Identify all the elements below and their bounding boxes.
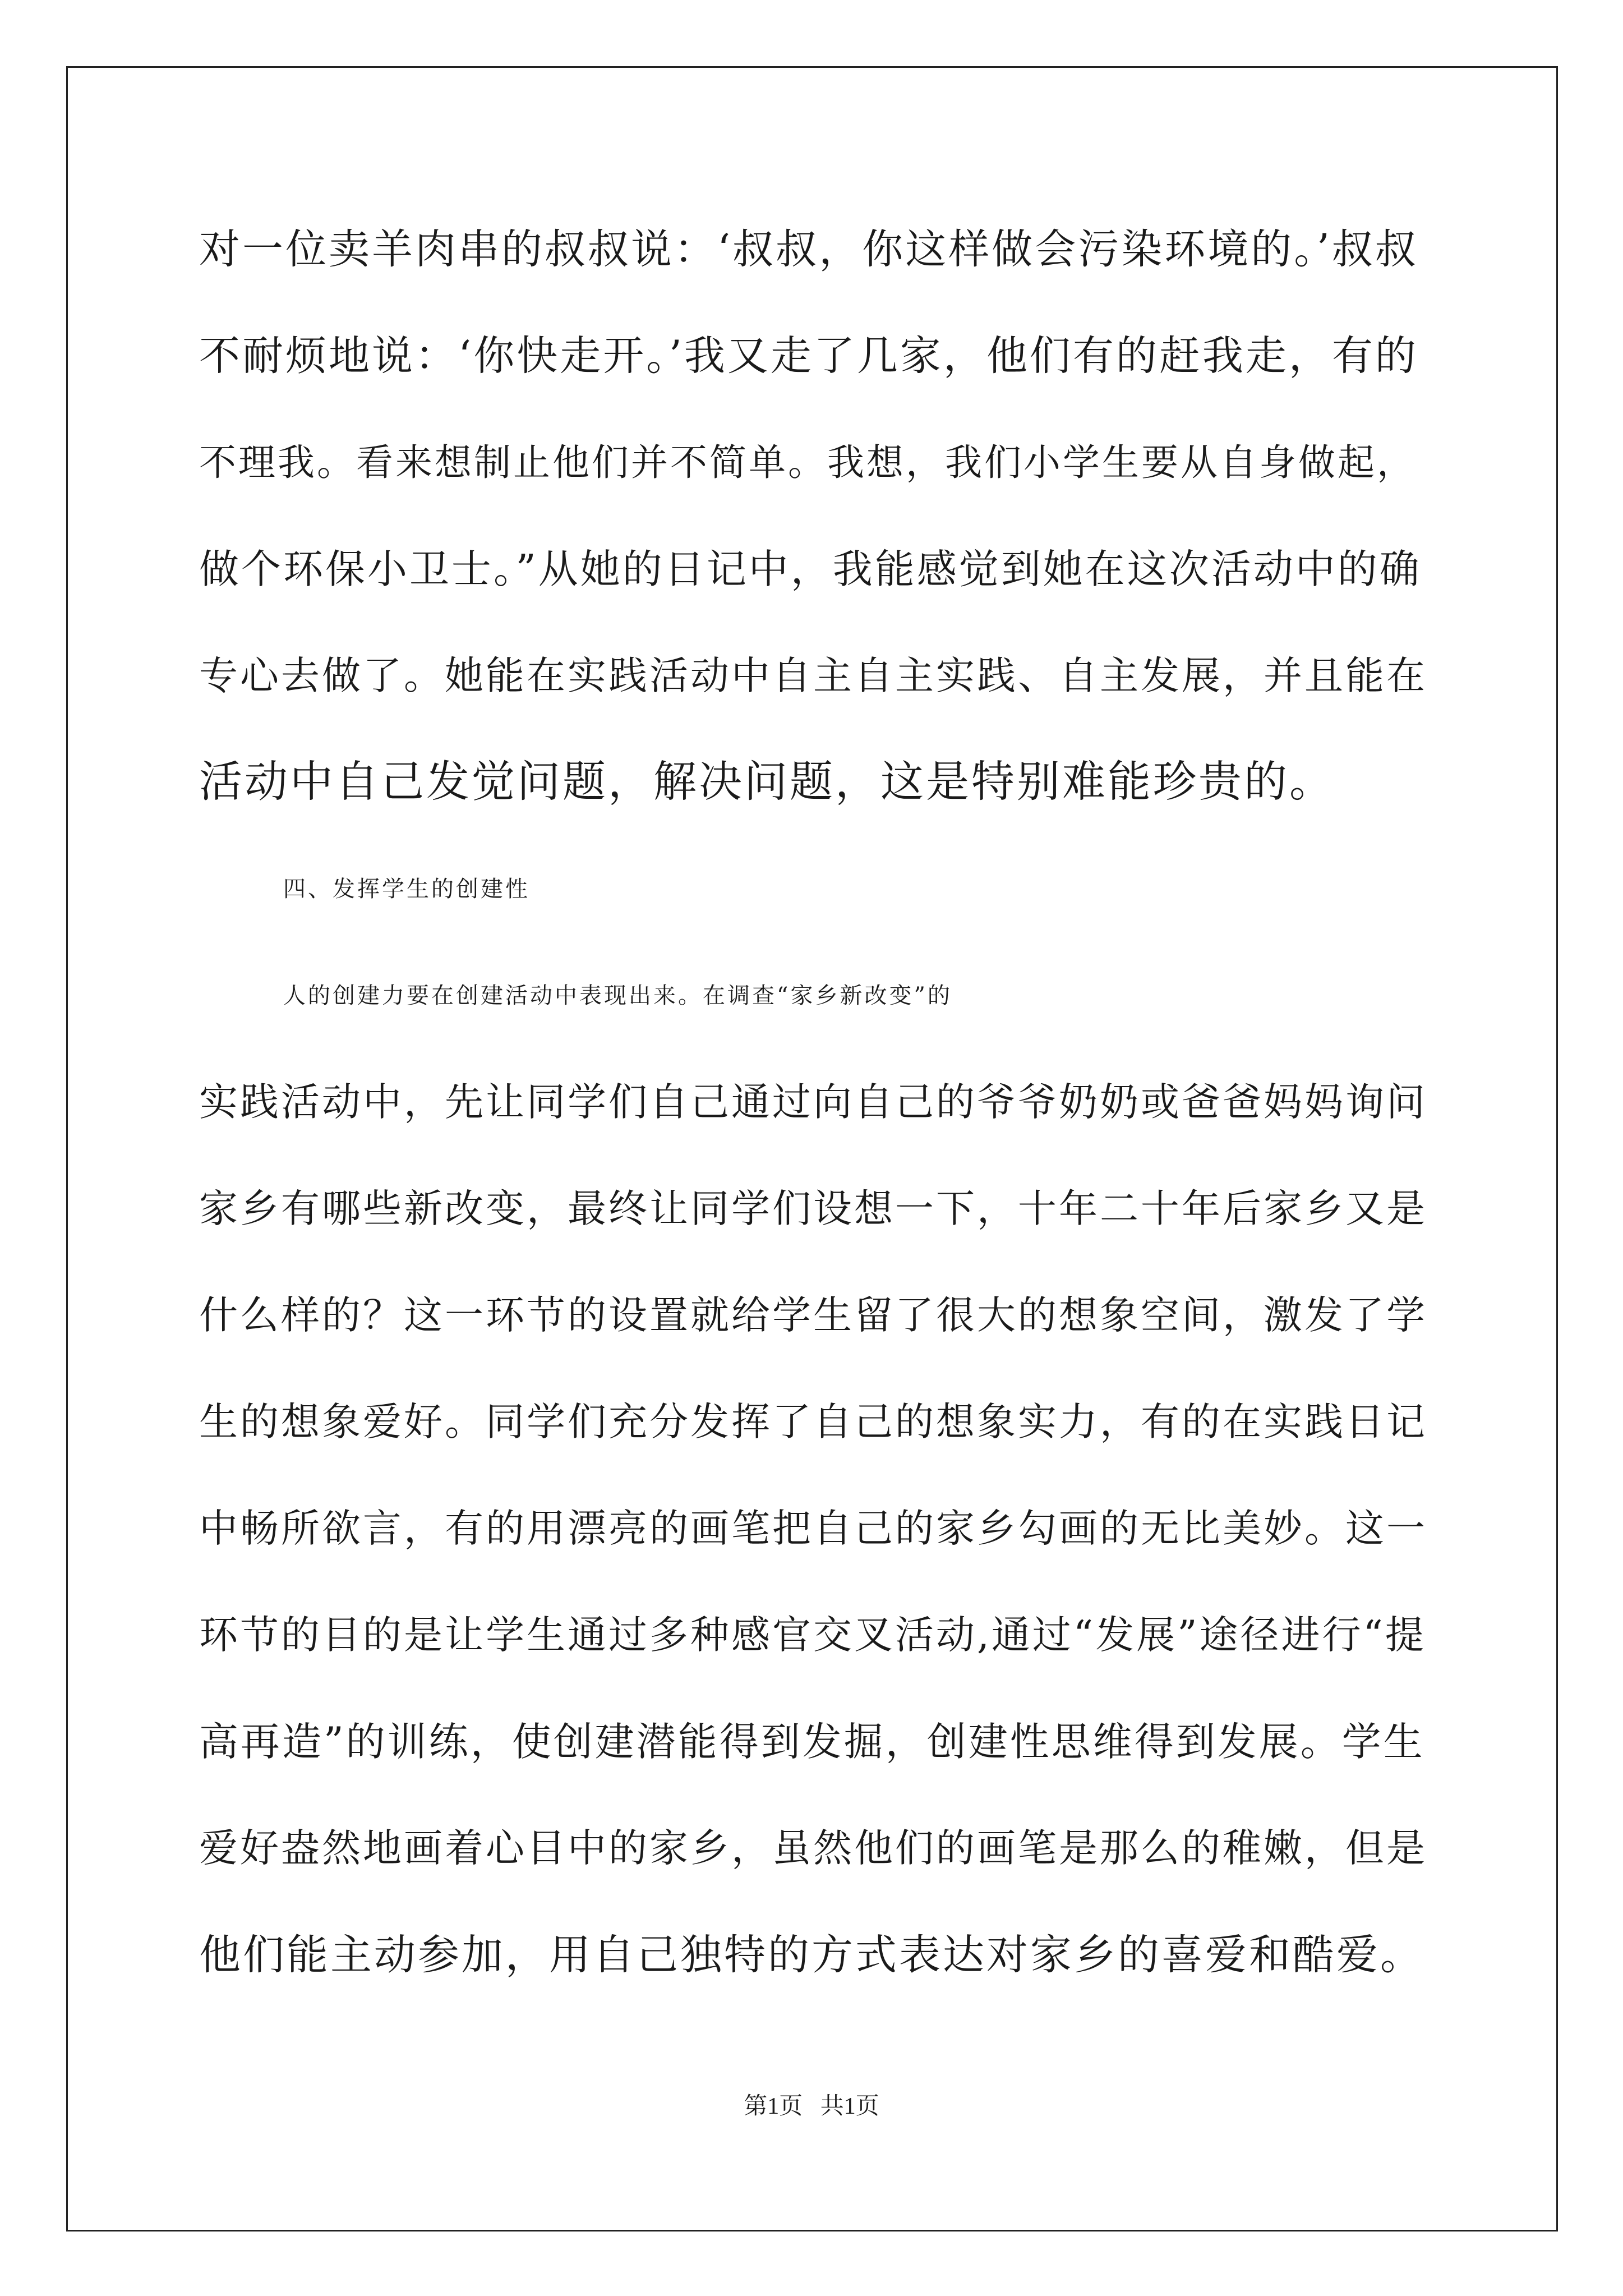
- text-line: 不耐烦地说：‘你快走开。’我又走了几家，他们有的赶我走，有的: [199, 332, 1418, 380]
- text-line: 专心去做了。她能在实践活动中自主自主实践、自主发展，并且能在: [199, 654, 1427, 698]
- text-line: 对一位卖羊肉串的叔叔说：‘叔叔，你这样做会污染环境的。’叔叔: [199, 226, 1418, 273]
- text-line: 爱好盎然地画着心目中的家乡，虽然他们的画笔是那么的稚嫩，但是: [199, 1826, 1427, 1871]
- text-line: 生的想象爱好。同学们充分发挥了自己的想象实力，有的在实践日记: [199, 1400, 1427, 1444]
- text-line: 做个环保小卫士。”从她的日记中，我能感觉到她在这次活动中的确: [199, 546, 1422, 592]
- text-line: 什么样的？这一环节的设置就给学生留了很大的想象空间，激发了学: [199, 1293, 1427, 1338]
- text-line: 不理我。看来想制止他们并不简单。我想，我们小学生要从自身做起，: [199, 441, 1416, 484]
- page-footer: 第1页 共1页: [744, 2093, 879, 2119]
- text-line: 环节的目的是让学生通过多种感官交叉活动,通过“发展”途径进行“提: [199, 1613, 1426, 1658]
- text-line: 中畅所欲言，有的用漂亮的画笔把自己的家乡勾画的无比美妙。这一: [199, 1506, 1427, 1551]
- text-line: 家乡有哪些新改变，最终让同学们设想一下，十年二十年后家乡又是: [199, 1186, 1427, 1231]
- text-line: 他们能主动参加，用自己独特的方式表达对家乡的喜爱和酷爱。: [199, 1931, 1424, 1979]
- text-line: 活动中自己发觉问题，解决问题，这是特别难能珍贵的。: [199, 757, 1335, 807]
- text-line: 高再造”的训练，使创建潜能得到发掘，创建性思维得到发展。学生: [199, 1719, 1425, 1765]
- text-line: 人的创建力要在创建活动中表现出来。在调查“家乡新改变”的: [283, 983, 952, 1009]
- text-line: 实践活动中，先让同学们自己通过向自己的爷爷奶奶或爸爸妈妈询问: [199, 1080, 1427, 1125]
- section-heading: 四、发挥学生的创建性: [283, 876, 530, 902]
- page-border: [66, 66, 1558, 2231]
